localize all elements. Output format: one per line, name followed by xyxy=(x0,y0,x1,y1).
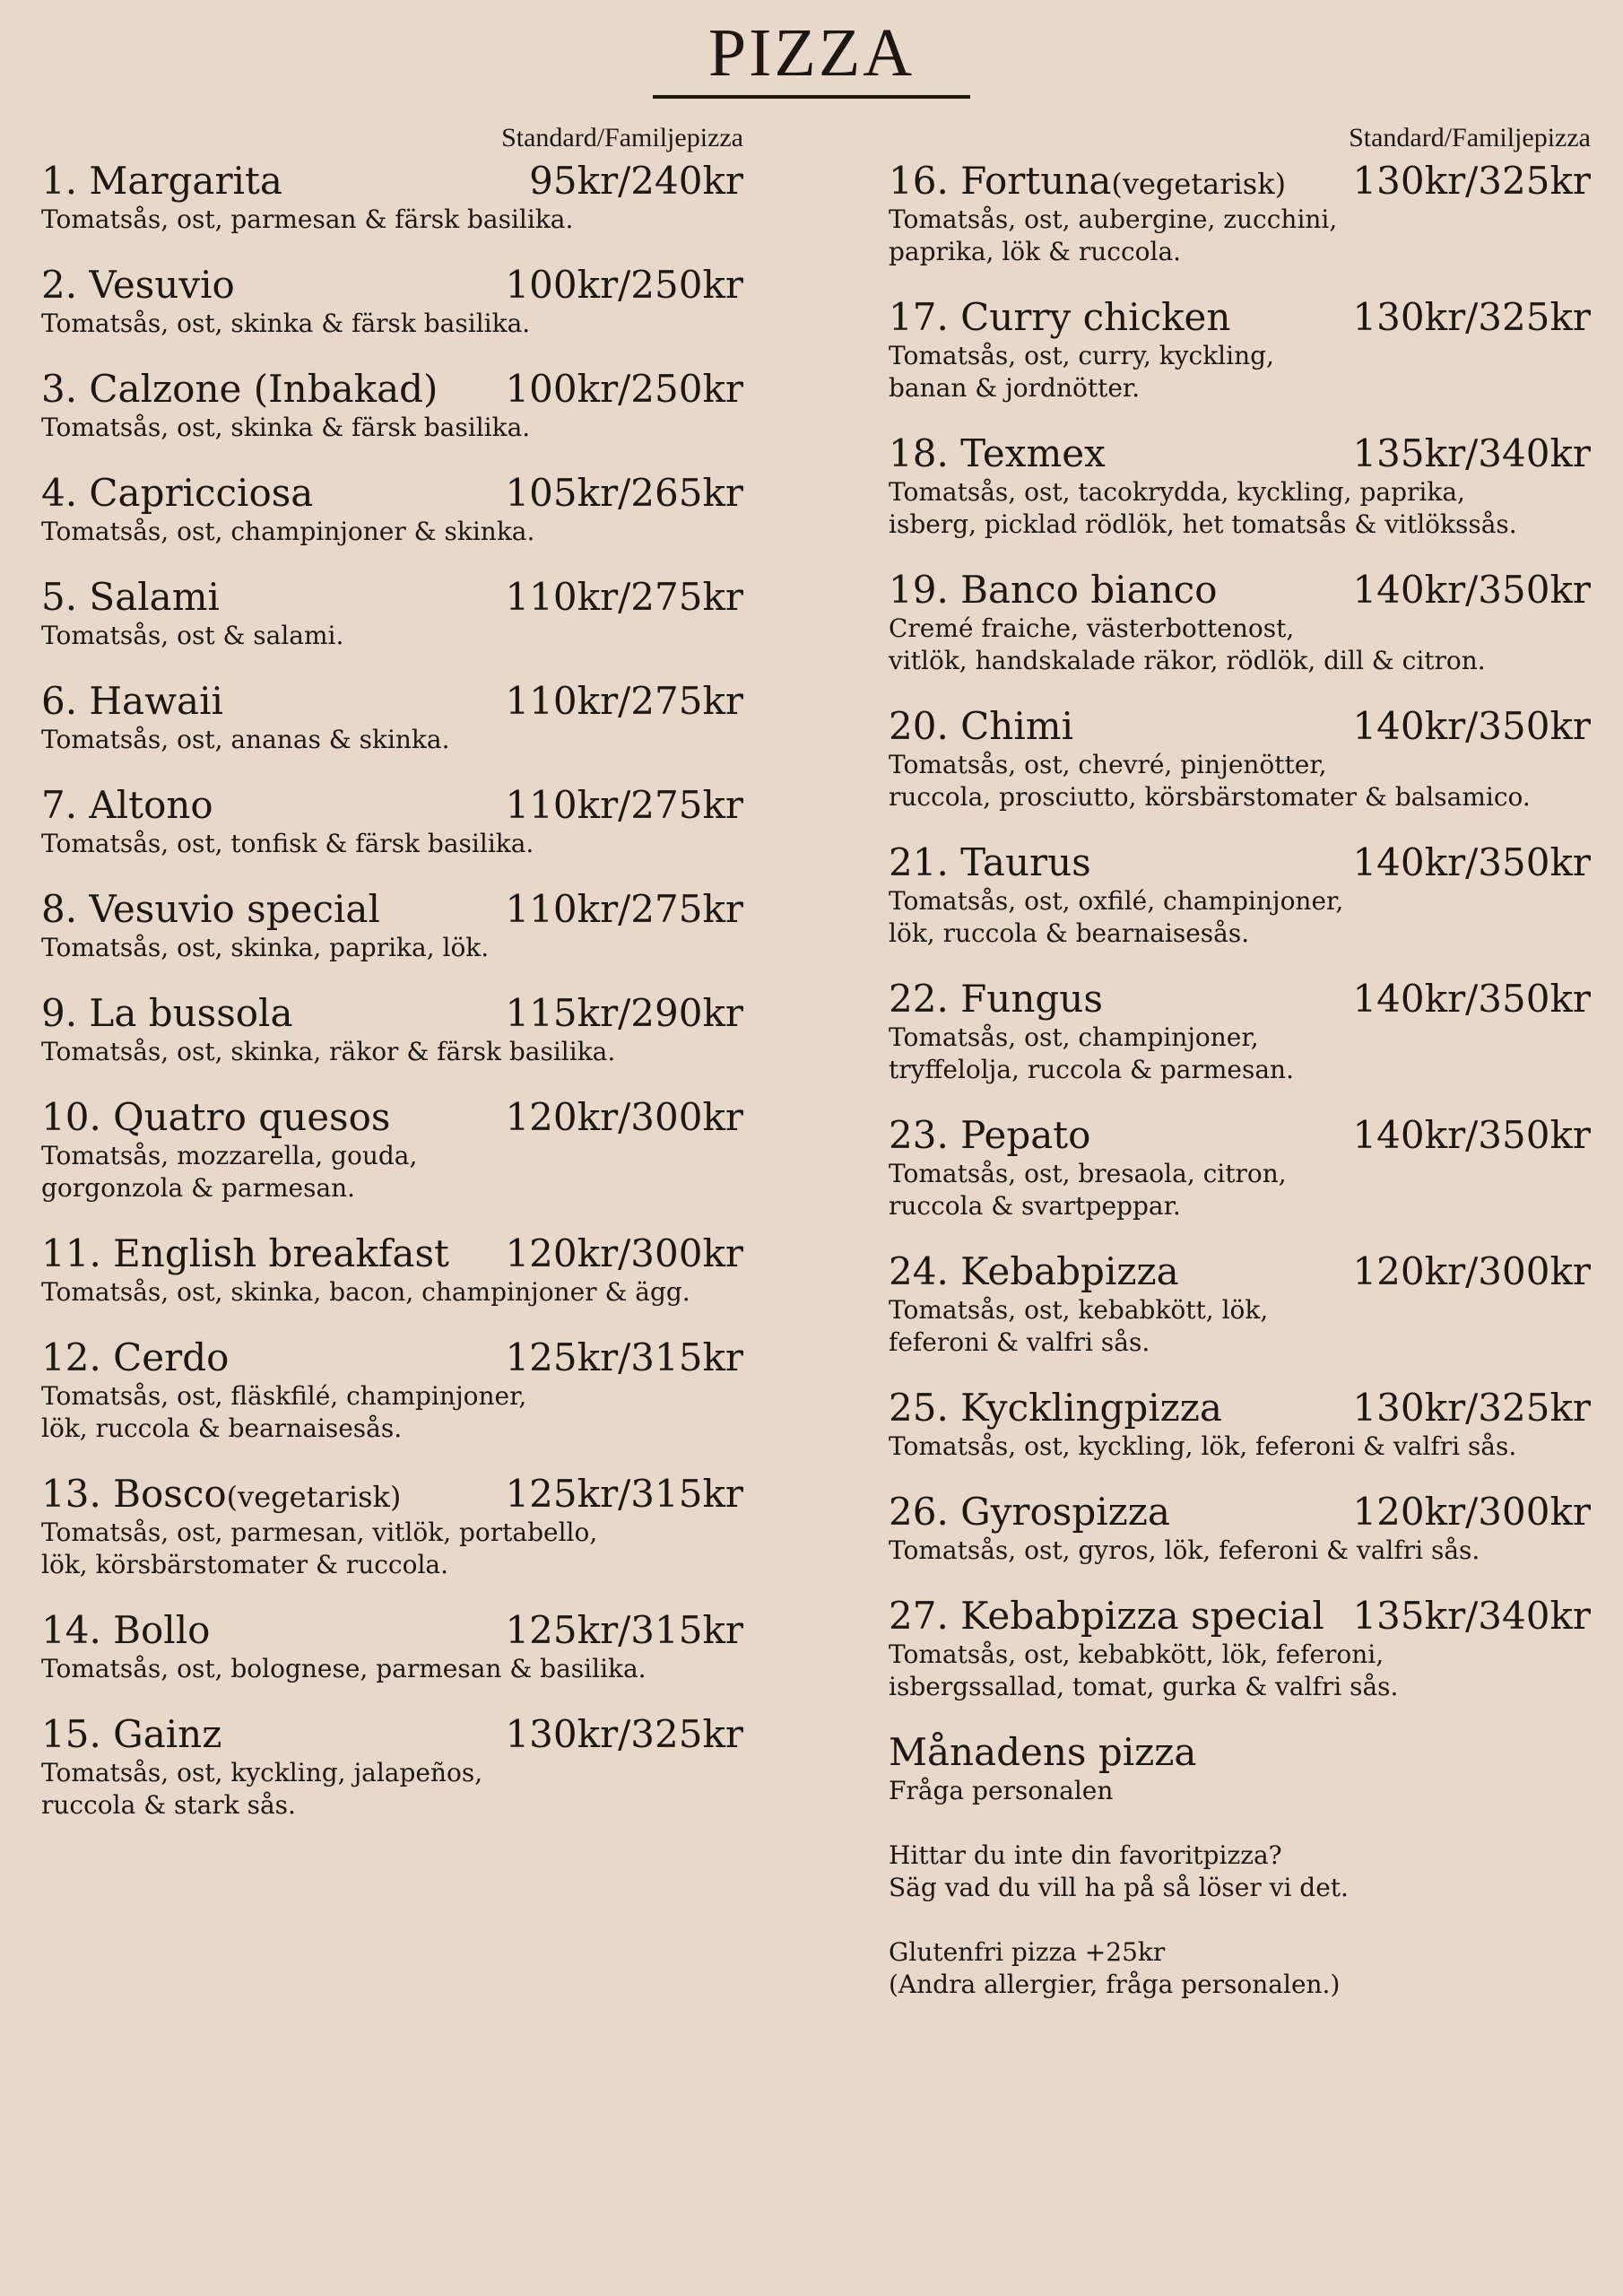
pizza-name-text: 7. Altono xyxy=(41,783,213,827)
menu-item xyxy=(889,1490,1591,1567)
ingredients-line: Tomatsås, ost, parmesan & färsk basilika. xyxy=(41,204,574,234)
menu-item-header xyxy=(41,367,743,412)
pizza-name-text: 20. Chimi xyxy=(889,704,1074,748)
ingredients-line: Tomatsås, ost, kyckling, jalapeños, xyxy=(41,1758,483,1787)
pizza-name xyxy=(41,1472,401,1519)
pizza-ingredients xyxy=(41,1653,743,1685)
pizza-name-text: 6. Hawaii xyxy=(41,679,223,723)
menu-item xyxy=(889,704,1591,813)
pizza-name xyxy=(41,367,438,412)
pizza-name xyxy=(41,1712,221,1757)
column-header: Standard/Familjepizza xyxy=(501,123,743,152)
ingredients-line: Tomatsås, ost, skinka, paprika, lök. xyxy=(41,933,490,962)
ingredients-line: Tomatsås, ost & salami. xyxy=(41,621,344,650)
pizza-name-text: 27. Kebabpizza special xyxy=(889,1594,1324,1638)
menu-item xyxy=(889,568,1591,677)
menu-item-header xyxy=(889,977,1591,1022)
ingredients-line: Tomatsås, ost, oxfilé, champinjoner, xyxy=(889,886,1344,916)
ingredients-line: feferoni & valfri sås. xyxy=(889,1327,1150,1357)
menu-item-header xyxy=(889,1490,1591,1535)
menu-item-header xyxy=(889,1594,1591,1639)
pizza-ingredients xyxy=(889,1535,1591,1567)
pizza-name xyxy=(889,704,1073,749)
left-menu-column xyxy=(41,123,743,1848)
pizza-ingredients xyxy=(41,1517,743,1581)
menu-item xyxy=(889,159,1591,268)
menu-item-header xyxy=(41,1608,743,1653)
pizza-name-text: 24. Kebabpizza xyxy=(889,1249,1179,1293)
vegetarian-tag: (vegetarisk) xyxy=(1111,167,1287,201)
menu-item-header xyxy=(41,1231,743,1276)
ingredients-line: Tomatsås, ost, skinka, räkor & färsk basilika. xyxy=(41,1037,616,1066)
menu-title: PIZZA xyxy=(707,15,916,91)
pizza-price: 115kr/290kr xyxy=(505,991,743,1035)
pizza-ingredients xyxy=(889,613,1591,677)
pizza-price: 110kr/275kr xyxy=(505,887,743,931)
pizza-ingredients xyxy=(889,476,1591,541)
pizza-name xyxy=(41,575,220,620)
pizza-name xyxy=(889,1490,1170,1535)
info-notes xyxy=(889,1730,1591,2001)
menu-item-header xyxy=(41,575,743,620)
pizza-price: 100kr/250kr xyxy=(505,263,743,307)
pizza-name-text: 2. Vesuvio xyxy=(41,263,235,307)
pizza-price: 140kr/350kr xyxy=(1352,704,1591,748)
pizza-name-text: 12. Cerdo xyxy=(41,1335,230,1379)
pizza-price: 135kr/340kr xyxy=(1352,431,1591,475)
menu-item-header xyxy=(889,1113,1591,1158)
menu-item-header xyxy=(41,1095,743,1140)
menu-item-header xyxy=(41,991,743,1036)
right-items xyxy=(889,159,1591,1703)
ingredients-line: gorgonzola & parmesan. xyxy=(41,1173,356,1203)
pizza-name xyxy=(41,991,293,1036)
ingredients-line: lök, ruccola & bearnaisesås. xyxy=(889,918,1250,948)
pizza-name xyxy=(41,887,380,932)
pizza-ingredients xyxy=(41,1276,743,1309)
pizza-ingredients xyxy=(889,885,1591,950)
pizza-ingredients xyxy=(41,620,743,652)
menu-item-header xyxy=(41,887,743,932)
menu-item xyxy=(889,1386,1591,1463)
ingredients-line: Tomatsås, ost, kebabkött, lök, feferoni, xyxy=(889,1639,1384,1669)
pizza-name xyxy=(41,1095,390,1140)
pizza-ingredients xyxy=(41,932,743,964)
menu-item xyxy=(41,159,743,236)
menu-item-header xyxy=(889,1249,1591,1294)
pizza-price: 120kr/300kr xyxy=(1352,1490,1591,1534)
ingredients-line: Tomatsås, ost, chevré, pinjenötter, xyxy=(889,750,1327,779)
ingredients-line: lök, ruccola & bearnaisesås. xyxy=(41,1413,403,1443)
ingredients-line: Tomatsås, ost, skinka & färsk basilika. xyxy=(41,309,531,338)
pizza-name xyxy=(889,431,1106,476)
pizza-price: 110kr/275kr xyxy=(505,783,743,827)
pizza-price: 120kr/300kr xyxy=(505,1231,743,1275)
pizza-ingredients xyxy=(889,1431,1591,1463)
ingredients-line: vitlök, handskalade räkor, rödlök, dill & citron. xyxy=(889,646,1486,675)
pizza-ingredients xyxy=(889,1158,1591,1222)
pizza-name-text: 22. Fungus xyxy=(889,977,1103,1021)
pizza-price: 135kr/340kr xyxy=(1352,1594,1591,1638)
pizza-name-text: 23. Pepato xyxy=(889,1113,1091,1157)
menu-item xyxy=(889,1113,1591,1222)
menu-item xyxy=(41,575,743,652)
pizza-ingredients xyxy=(41,1757,743,1822)
monthly-pizza-title: Månadens pizza xyxy=(889,1730,1197,1774)
menu-item xyxy=(889,1594,1591,1703)
pizza-name-text: 19. Banco bianco xyxy=(889,568,1218,612)
column-header: Standard/Familjepizza xyxy=(1349,123,1591,152)
pizza-name xyxy=(41,1231,449,1276)
pizza-name xyxy=(889,1386,1222,1431)
ingredients-line: paprika, lök & ruccola. xyxy=(889,237,1182,266)
pizza-price: 130kr/325kr xyxy=(1352,1386,1591,1430)
pizza-name xyxy=(41,471,313,516)
menu-item xyxy=(889,977,1591,1086)
pizza-name-text: 16. Fortuna xyxy=(889,159,1112,203)
pizza-price: 100kr/250kr xyxy=(505,367,743,411)
menu-item xyxy=(41,679,743,756)
pizza-name xyxy=(889,159,1286,206)
menu-item-header xyxy=(889,1386,1591,1431)
menu-item xyxy=(41,1472,743,1581)
pizza-name xyxy=(889,1594,1324,1639)
ingredients-line: Tomatsås, ost, kyckling, lök, feferoni & valfri sås. xyxy=(889,1431,1517,1461)
menu-item xyxy=(41,783,743,860)
pizza-name-text: 21. Taurus xyxy=(889,840,1091,884)
pizza-ingredients xyxy=(889,204,1591,268)
spacer xyxy=(889,1904,1591,1936)
pizza-price: 125kr/315kr xyxy=(505,1335,743,1379)
pizza-name-text: 3. Calzone (Inbakad) xyxy=(41,367,438,411)
ingredients-line: isberg, picklad rödlök, het tomatsås & vitlökssås. xyxy=(889,509,1517,539)
menu-item xyxy=(41,991,743,1068)
pizza-name xyxy=(889,568,1217,613)
pizza-ingredients xyxy=(41,204,743,236)
pizza-name xyxy=(889,977,1103,1022)
ingredients-line: Tomatsås, ost, tonfisk & färsk basilika. xyxy=(41,829,534,858)
ingredients-line: Tomatsås, mozzarella, gouda, xyxy=(41,1141,418,1170)
pizza-name-text: 26. Gyrospizza xyxy=(889,1490,1170,1534)
pizza-ingredients xyxy=(889,1022,1591,1086)
ingredients-line: Cremé fraiche, västerbottenost, xyxy=(889,613,1295,643)
menu-item-header xyxy=(889,295,1591,340)
menu-item xyxy=(889,1249,1591,1359)
menu-item xyxy=(41,887,743,964)
ingredients-line: Tomatsås, ost, fläskfilé, champinjoner, xyxy=(41,1381,527,1411)
pizza-name-text: 9. La bussola xyxy=(41,991,293,1035)
menu-item xyxy=(41,1095,743,1205)
pizza-price: 140kr/350kr xyxy=(1352,1113,1591,1157)
menu-item-header xyxy=(889,704,1591,749)
allergy-note: (Andra allergier, fråga personalen.) xyxy=(889,1970,1341,1999)
pizza-price: 105kr/265kr xyxy=(505,471,743,515)
ingredients-line: Tomatsås, ost, bresaola, citron, xyxy=(889,1159,1287,1188)
ingredients-line: Tomatsås, ost, champinjoner, xyxy=(889,1022,1259,1052)
menu-item-header xyxy=(889,159,1591,204)
menu-item xyxy=(889,295,1591,404)
ingredients-line: Tomatsås, ost, aubergine, zucchini, xyxy=(889,204,1338,234)
gluten-free-note: Glutenfri pizza +25kr xyxy=(889,1937,1166,1967)
ingredients-line: ruccola, prosciutto, körsbärstomater & balsamico. xyxy=(889,782,1531,812)
ingredients-line: ruccola & stark sås. xyxy=(41,1790,296,1820)
right-menu-column xyxy=(889,123,1591,2001)
menu-item xyxy=(41,1335,743,1445)
pizza-price: 120kr/300kr xyxy=(505,1095,743,1139)
pizza-price: 140kr/350kr xyxy=(1352,977,1591,1021)
menu-item xyxy=(41,1231,743,1309)
ingredients-line: Tomatsås, ost, parmesan, vitlök, portabello, xyxy=(41,1518,598,1547)
pizza-price: 120kr/300kr xyxy=(1352,1249,1591,1293)
menu-item xyxy=(889,431,1591,541)
spacer xyxy=(889,1807,1591,1839)
pizza-ingredients xyxy=(41,412,743,444)
pizza-name-text: 13. Bosco xyxy=(41,1472,227,1516)
menu-item-header xyxy=(889,568,1591,613)
menu-item xyxy=(41,471,743,548)
pizza-name xyxy=(41,159,282,204)
pizza-name-text: 8. Vesuvio special xyxy=(41,887,380,931)
pizza-price: 95kr/240kr xyxy=(529,159,743,203)
ingredients-line: Tomatsås, ost, champinjoner & skinka. xyxy=(41,517,535,546)
pizza-price: 110kr/275kr xyxy=(505,679,743,723)
pizza-ingredients xyxy=(889,749,1591,813)
pizza-price: 125kr/315kr xyxy=(505,1608,743,1652)
pizza-name-text: 5. Salami xyxy=(41,575,220,619)
ingredients-line: ruccola & svartpeppar. xyxy=(889,1191,1181,1221)
menu-item-header xyxy=(41,1472,743,1517)
menu-item-header xyxy=(889,431,1591,476)
pizza-ingredients xyxy=(41,1140,743,1205)
pizza-name xyxy=(41,783,213,828)
ingredients-line: lök, körsbärstomater & ruccola. xyxy=(41,1550,449,1579)
pizza-ingredients xyxy=(889,1639,1591,1703)
custom-order-note: Säg vad du vill ha på så löser vi det. xyxy=(889,1873,1349,1902)
menu-item xyxy=(41,367,743,444)
ingredients-line: Tomatsås, ost, kebabkött, lök, xyxy=(889,1295,1269,1325)
menu-item-header xyxy=(41,1712,743,1757)
pizza-name-text: 14. Bollo xyxy=(41,1608,211,1652)
ingredients-line: isbergssallad, tomat, gurka & valfri sås. xyxy=(889,1672,1399,1701)
menu-item-header xyxy=(41,471,743,516)
pizza-ingredients xyxy=(41,724,743,756)
ingredients-line: banan & jordnötter. xyxy=(889,373,1141,403)
menu-item-header xyxy=(889,840,1591,885)
pizza-ingredients xyxy=(889,340,1591,404)
pizza-name xyxy=(889,295,1230,340)
menu-item-header xyxy=(41,159,743,204)
pizza-ingredients xyxy=(41,1380,743,1445)
pizza-name-text: 15. Gainz xyxy=(41,1712,222,1756)
pizza-ingredients xyxy=(889,1294,1591,1359)
pizza-name xyxy=(41,1335,229,1380)
pizza-ingredients xyxy=(41,828,743,860)
ingredients-line: Tomatsås, ost, tacokrydda, kyckling, paprika, xyxy=(889,477,1465,507)
ingredients-line: tryffelolja, ruccola & parmesan. xyxy=(889,1055,1294,1084)
ingredients-line: Tomatsås, ost, gyros, lök, feferoni & valfri sås. xyxy=(889,1535,1480,1565)
pizza-price: 130kr/325kr xyxy=(1352,295,1591,339)
pizza-ingredients xyxy=(41,516,743,548)
pizza-name-text: 11. English breakfast xyxy=(41,1231,449,1275)
pizza-price: 110kr/275kr xyxy=(505,575,743,619)
menu-item xyxy=(41,263,743,340)
favorite-pizza-question: Hittar du inte din favoritpizza? xyxy=(889,1840,1282,1870)
pizza-price: 125kr/315kr xyxy=(505,1472,743,1516)
pizza-price: 140kr/350kr xyxy=(1352,568,1591,612)
title-underline xyxy=(653,95,970,99)
pizza-name xyxy=(889,1113,1090,1158)
pizza-name xyxy=(889,840,1091,885)
vegetarian-tag: (vegetarisk) xyxy=(226,1480,402,1514)
ingredients-line: Tomatsås, ost, ananas & skinka. xyxy=(41,725,450,754)
pizza-ingredients xyxy=(41,308,743,340)
menu-item xyxy=(41,1712,743,1822)
pizza-name-text: 10. Quatro quesos xyxy=(41,1095,391,1139)
menu-item xyxy=(41,1608,743,1685)
ingredients-line: Tomatsås, ost, skinka & färsk basilika. xyxy=(41,413,531,442)
pizza-name xyxy=(41,1608,210,1653)
pizza-price: 140kr/350kr xyxy=(1352,840,1591,884)
pizza-price: 130kr/325kr xyxy=(505,1712,743,1756)
pizza-name xyxy=(41,679,223,724)
pizza-name-text: 18. Texmex xyxy=(889,431,1106,475)
pizza-name xyxy=(889,1249,1179,1294)
ingredients-line: Tomatsås, ost, skinka, bacon, champinjoner & ägg. xyxy=(41,1277,690,1307)
pizza-price: 130kr/325kr xyxy=(1352,159,1591,203)
ask-staff-note: Fråga personalen xyxy=(889,1776,1114,1805)
pizza-name-text: 4. Capricciosa xyxy=(41,471,314,515)
menu-item-header xyxy=(41,679,743,724)
ingredients-line: Tomatsås, ost, curry, kyckling, xyxy=(889,341,1274,370)
ingredients-line: Tomatsås, ost, bolognese, parmesan & basilika. xyxy=(41,1654,647,1683)
pizza-ingredients xyxy=(41,1036,743,1068)
pizza-name-text: 17. Curry chicken xyxy=(889,295,1231,339)
pizza-name-text: 25. Kycklingpizza xyxy=(889,1386,1222,1430)
menu-item-header xyxy=(41,783,743,828)
menu-item xyxy=(889,840,1591,950)
menu-item-header xyxy=(41,1335,743,1380)
pizza-name-text: 1. Margarita xyxy=(41,159,282,203)
pizza-name xyxy=(41,263,235,308)
menu-item-header xyxy=(41,263,743,308)
left-items xyxy=(41,159,743,1822)
